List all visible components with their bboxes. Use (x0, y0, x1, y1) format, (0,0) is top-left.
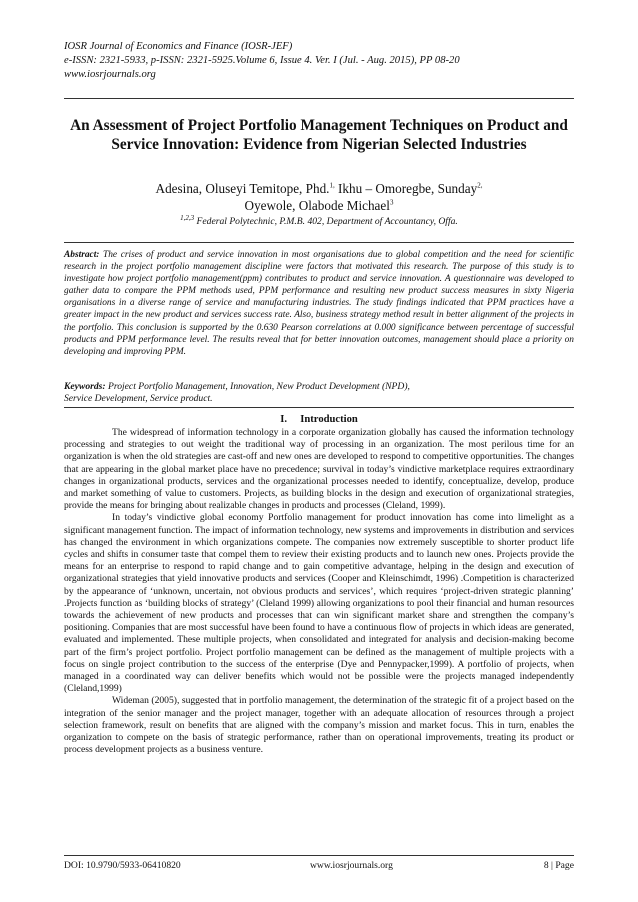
keywords-label: Keywords: (64, 381, 106, 392)
affiliation-text: Federal Polytechnic, P.M.B. 402, Department of Accountancy, Offa. (194, 216, 458, 227)
journal-name: IOSR Journal of Economics and Finance (IOSR-JEF) (64, 41, 293, 52)
issn-line: e-ISSN: 2321-5933, p-ISSN: 2321-5925.Volume 6, Issue 4. Ver. I (Jul. - Aug. 2015), PP 08-20 (64, 55, 460, 66)
paper-title: An Assessment of Project Portfolio Management Techniques on Product and Service Innovation: Evidence from Nigerian Selected Industries (70, 117, 568, 153)
section-heading (64, 414, 574, 425)
keywords (64, 381, 574, 405)
footer-rule (64, 855, 574, 856)
affiliation (60, 213, 578, 228)
journal-website: www.iosrjournals.org (64, 69, 156, 80)
abstract-bottom-rule (64, 407, 574, 408)
footer-doi: DOI: 10.9790/5933-06410820 (64, 860, 181, 871)
body-text (64, 427, 574, 756)
author-list (60, 180, 578, 214)
abstract-label: Abstract: (64, 250, 100, 260)
journal-header (64, 40, 584, 82)
section-title: Introduction (300, 414, 358, 425)
affiliation-mark: 1,2,3 (180, 213, 195, 222)
footer-website: www.iosrjournals.org (310, 860, 393, 871)
abstract (64, 249, 574, 358)
paragraph-1: The widespread of information technology in a corporate organization globally has caused the information technology processing and strategies to out weight the traditional way of processing in an organization. The most perilous time for an organization is when the old strategies are cast-off and new ones are developed to respond to competitive opportunities. The changes that are appearing in the global market place have no precedence; survival in today’s vindictive marketplace requires extraordinary changes in organizational products, services and the organizational processes needed to identify, conceptualize, develop, produce and market something of value to customers. Projects, as building blocks in the design and execution of organizational strategies, provide the means for bringing about realizable changes in products and processes (Cleland, 1999). (64, 427, 574, 512)
paragraph-2: In today’s vindictive global economy Portfolio management for product innovation has come into limelight as a significant management function. The impact of information technology, new systems and improvements in distribution and services has changed the environment in which organizations compete. The companies now extremely susceptible to shorter product life cycles and shifts in consumer taste that compel them to review their existing products and to launch new ones. Projects provide the means for an enterprise to respond to rapid change and to gain competitive advantage, helping in the design and execution of organizational strategies that yield innovative products and services (Cooper and Kleinschimdt, 1996) .Competition is characterized by the appearance of ‘unknown, uncertain, not obvious products and services’, which requires ‘project-driven strategic planning’ .Projects function as ‘building blocks of strategy’ (Cleland 1999) allowing organizations to pool their financial and human resources towards the achievement of new products and processes that can win significant market share and strengthen the company’s positioning. Companies that are most successful have been found to have a continuous flow of projects in which ideas are generated, evaluated and implemented. These multiple projects, when consolidated and integrated for analysis and decision-making become part of the firm’s project portfolio. Project portfolio management can be defined as the management of multiple projects with a focus on single project contribution to the success of the enterprise (Dye and Pennypacker,1999). A portfolio of projects, when managed in a coordinated way can deliver benefits which would not be possible were the projects managed independently (Cleland,1999) (64, 512, 574, 695)
author-2-mark: 2, (477, 181, 483, 190)
author-line-1 (60, 180, 578, 197)
section-number: I. (280, 414, 288, 425)
author-2: Ikhu – Omoregbe, Sunday (334, 181, 478, 196)
keywords-line-2: Service Development, Service product. (64, 393, 213, 404)
author-1: Adesina, Oluseyi Temitope, Phd. (155, 181, 330, 196)
author-line-2 (60, 197, 578, 214)
page-number: 8 | Page (543, 860, 574, 871)
abstract-text: The crises of product and service innovation in most organisations due to global competition and the need for scientific research in the project portfolio management discipline were factors that motivated this research. The purpose of this study is to investigate how project portfolio management(ppm) contributes to product and service innovation. A questionnaire was developed to gather data to compare the PPM methods used, PPM performance and resulting new product success measures in sixty Nigeria organisations in a diverse range of service and manufacturing industries. The study findings indicated that PPM practices have a greater impact in the new product and services success rate. Also, business strategy method result in better alignment of the projects in the portfolio. This conclusion is supported by the 0.630 Pearson correlations at 0.000 significance between percentage of successful products and PPM performance level. The results reveal that for better innovation outcomes, management should place a priority on developing and improving PPM. (64, 250, 574, 357)
author-3: Oyewole, Olabode Michael (244, 198, 390, 213)
abstract-top-rule (64, 242, 574, 243)
keywords-line-1: Project Portfolio Management, Innovation, New Product Development (NPD), (105, 381, 410, 392)
author-1-mark: 1, (329, 181, 335, 190)
header-rule (64, 98, 574, 99)
author-3-mark: 3 (389, 198, 394, 207)
paragraph-3: Wideman (2005), suggested that in portfolio management, the determination of the strategic fit of a project based on the integration of the senior manager and the project manager, together with an adequate allocation of resources through a project selection framework, result on benefits that are aligned with the company’s mission and market focus. This in turn, enables the organization to compete on the basis of strategic performance, rather than on operational improvements, treating its product or process development projects as a business venture. (64, 695, 574, 756)
